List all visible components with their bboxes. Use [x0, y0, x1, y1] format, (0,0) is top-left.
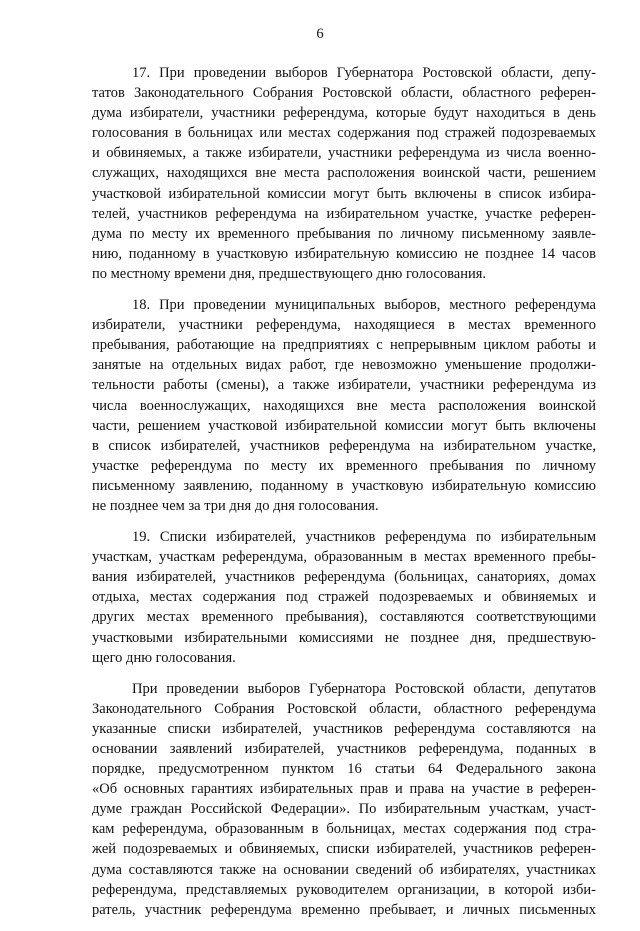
page-number: 6 — [316, 26, 324, 42]
text-line: занятые на отдельных видах работ, где невозможно уменьшение продолжи- — [92, 357, 596, 374]
text-line: голосования в больницах или местах содержания под стражей подозреваемых — [92, 125, 596, 142]
text-line: «Об основных гарантиях избирательных прав и права на участие в референ- — [92, 781, 596, 798]
text-line: При проведении выборов Губернатора Ростовской области, депутатов — [132, 680, 596, 697]
text-line: вания избирателей, участников референдума (больницах, санаториях, домах — [92, 569, 596, 586]
paragraph-19-continued — [92, 679, 596, 920]
text-line: письменному заявлению, поданному в участковую избирательную комиссию — [92, 477, 596, 494]
text-line: части, решением участковой избирательной комиссии могут быть включены — [92, 417, 596, 434]
text-line: кам референдума, образованным в больницах, местах содержания под стра- — [92, 821, 596, 838]
text-line: татов Законодательного Собрания Ростовской области, областного референ- — [92, 85, 596, 102]
text-line: дума по месту их временного пребывания по личному письменному заявле- — [92, 225, 596, 242]
text-line: дума составляются также на основании сведений об избирателях, участниках — [92, 861, 596, 878]
text-line: указанные списки избирателей, участников референдума составляются на — [92, 720, 596, 737]
text-line: служащих, находящихся вне места расположения воинской части, решением — [92, 165, 596, 182]
text-line: числа военнослужащих, находящихся вне места расположения воинской — [92, 397, 596, 414]
text-line: участкам, участкам референдума, образованным в местах временного пребы- — [92, 549, 596, 566]
text-line: 19. Списки избирателей, участников референдума по избирательным — [132, 529, 596, 546]
text-line: порядке, предусмотренном пунктом 16 статьи 64 Федерального закона — [92, 761, 596, 778]
text-line: участковыми избирательными комиссиями не позднее дня, предшествую- — [92, 629, 596, 646]
text-line: по местному времени дня, предшествующего дню голосования. — [92, 265, 487, 282]
text-line: избиратели, участники референдума, находящиеся в местах временного — [92, 317, 596, 334]
paragraph-18 — [92, 295, 596, 516]
text-line: референдума, представляемых руководителем организации, в которой изби- — [92, 881, 596, 898]
text-line: Законодательного Собрания Ростовской области, областного референдума — [92, 700, 596, 717]
paragraph-17 — [92, 63, 596, 284]
text-line: нию, поданному в участковую избирательную комиссию не позднее 14 часов — [92, 245, 596, 262]
text-line: участке референдума по месту их временного пребывания по личному — [92, 457, 596, 474]
text-line: отдыха, местах содержания под стражей подозреваемых и обвиняемых и — [92, 589, 596, 606]
text-line: 18. При проведении муниципальных выборов, местного референдума — [132, 297, 596, 314]
text-line: жей подозреваемых и обвиняемых, списки избирателей, участников референ- — [92, 841, 596, 858]
text-line: в список избирателей, участников референдума на избирательном участке, — [92, 437, 596, 454]
text-line: и обвиняемых, а также избиратели, участники референдума из числа военно- — [92, 145, 596, 162]
document-body — [92, 63, 596, 931]
text-line: телей, участников референдума на избирательном участке, участке референ- — [92, 205, 596, 222]
text-line: участковой избирательной комиссии могут быть включены в список избира- — [92, 185, 596, 202]
text-line: 17. При проведении выборов Губернатора Ростовской области, депу- — [132, 65, 596, 81]
text-line: тельности работы (смены), а также избиратели, участники референдума из — [92, 377, 596, 394]
text-line: пребывания, работающие на предприятиях с непрерывным циклом работы и — [92, 337, 596, 354]
paragraph-19 — [92, 527, 596, 668]
text-line: основании заявлений избирателей, участников референдума, поданных в — [92, 741, 596, 757]
text-line: дума избиратели, участники референдума, которые будут находиться в день — [92, 105, 596, 122]
text-line: щего дню голосования. — [92, 649, 236, 666]
text-line: других местах временного пребывания), составляются соответствующими — [92, 609, 596, 626]
text-line: думе граждан Российской Федерации». По избирательным участкам, участ- — [92, 801, 596, 818]
text-line: ратель, участник референдума временно пребывает, и личных письменных — [92, 901, 596, 918]
text-line: не позднее чем за три дня до дня голосования. — [92, 497, 379, 514]
